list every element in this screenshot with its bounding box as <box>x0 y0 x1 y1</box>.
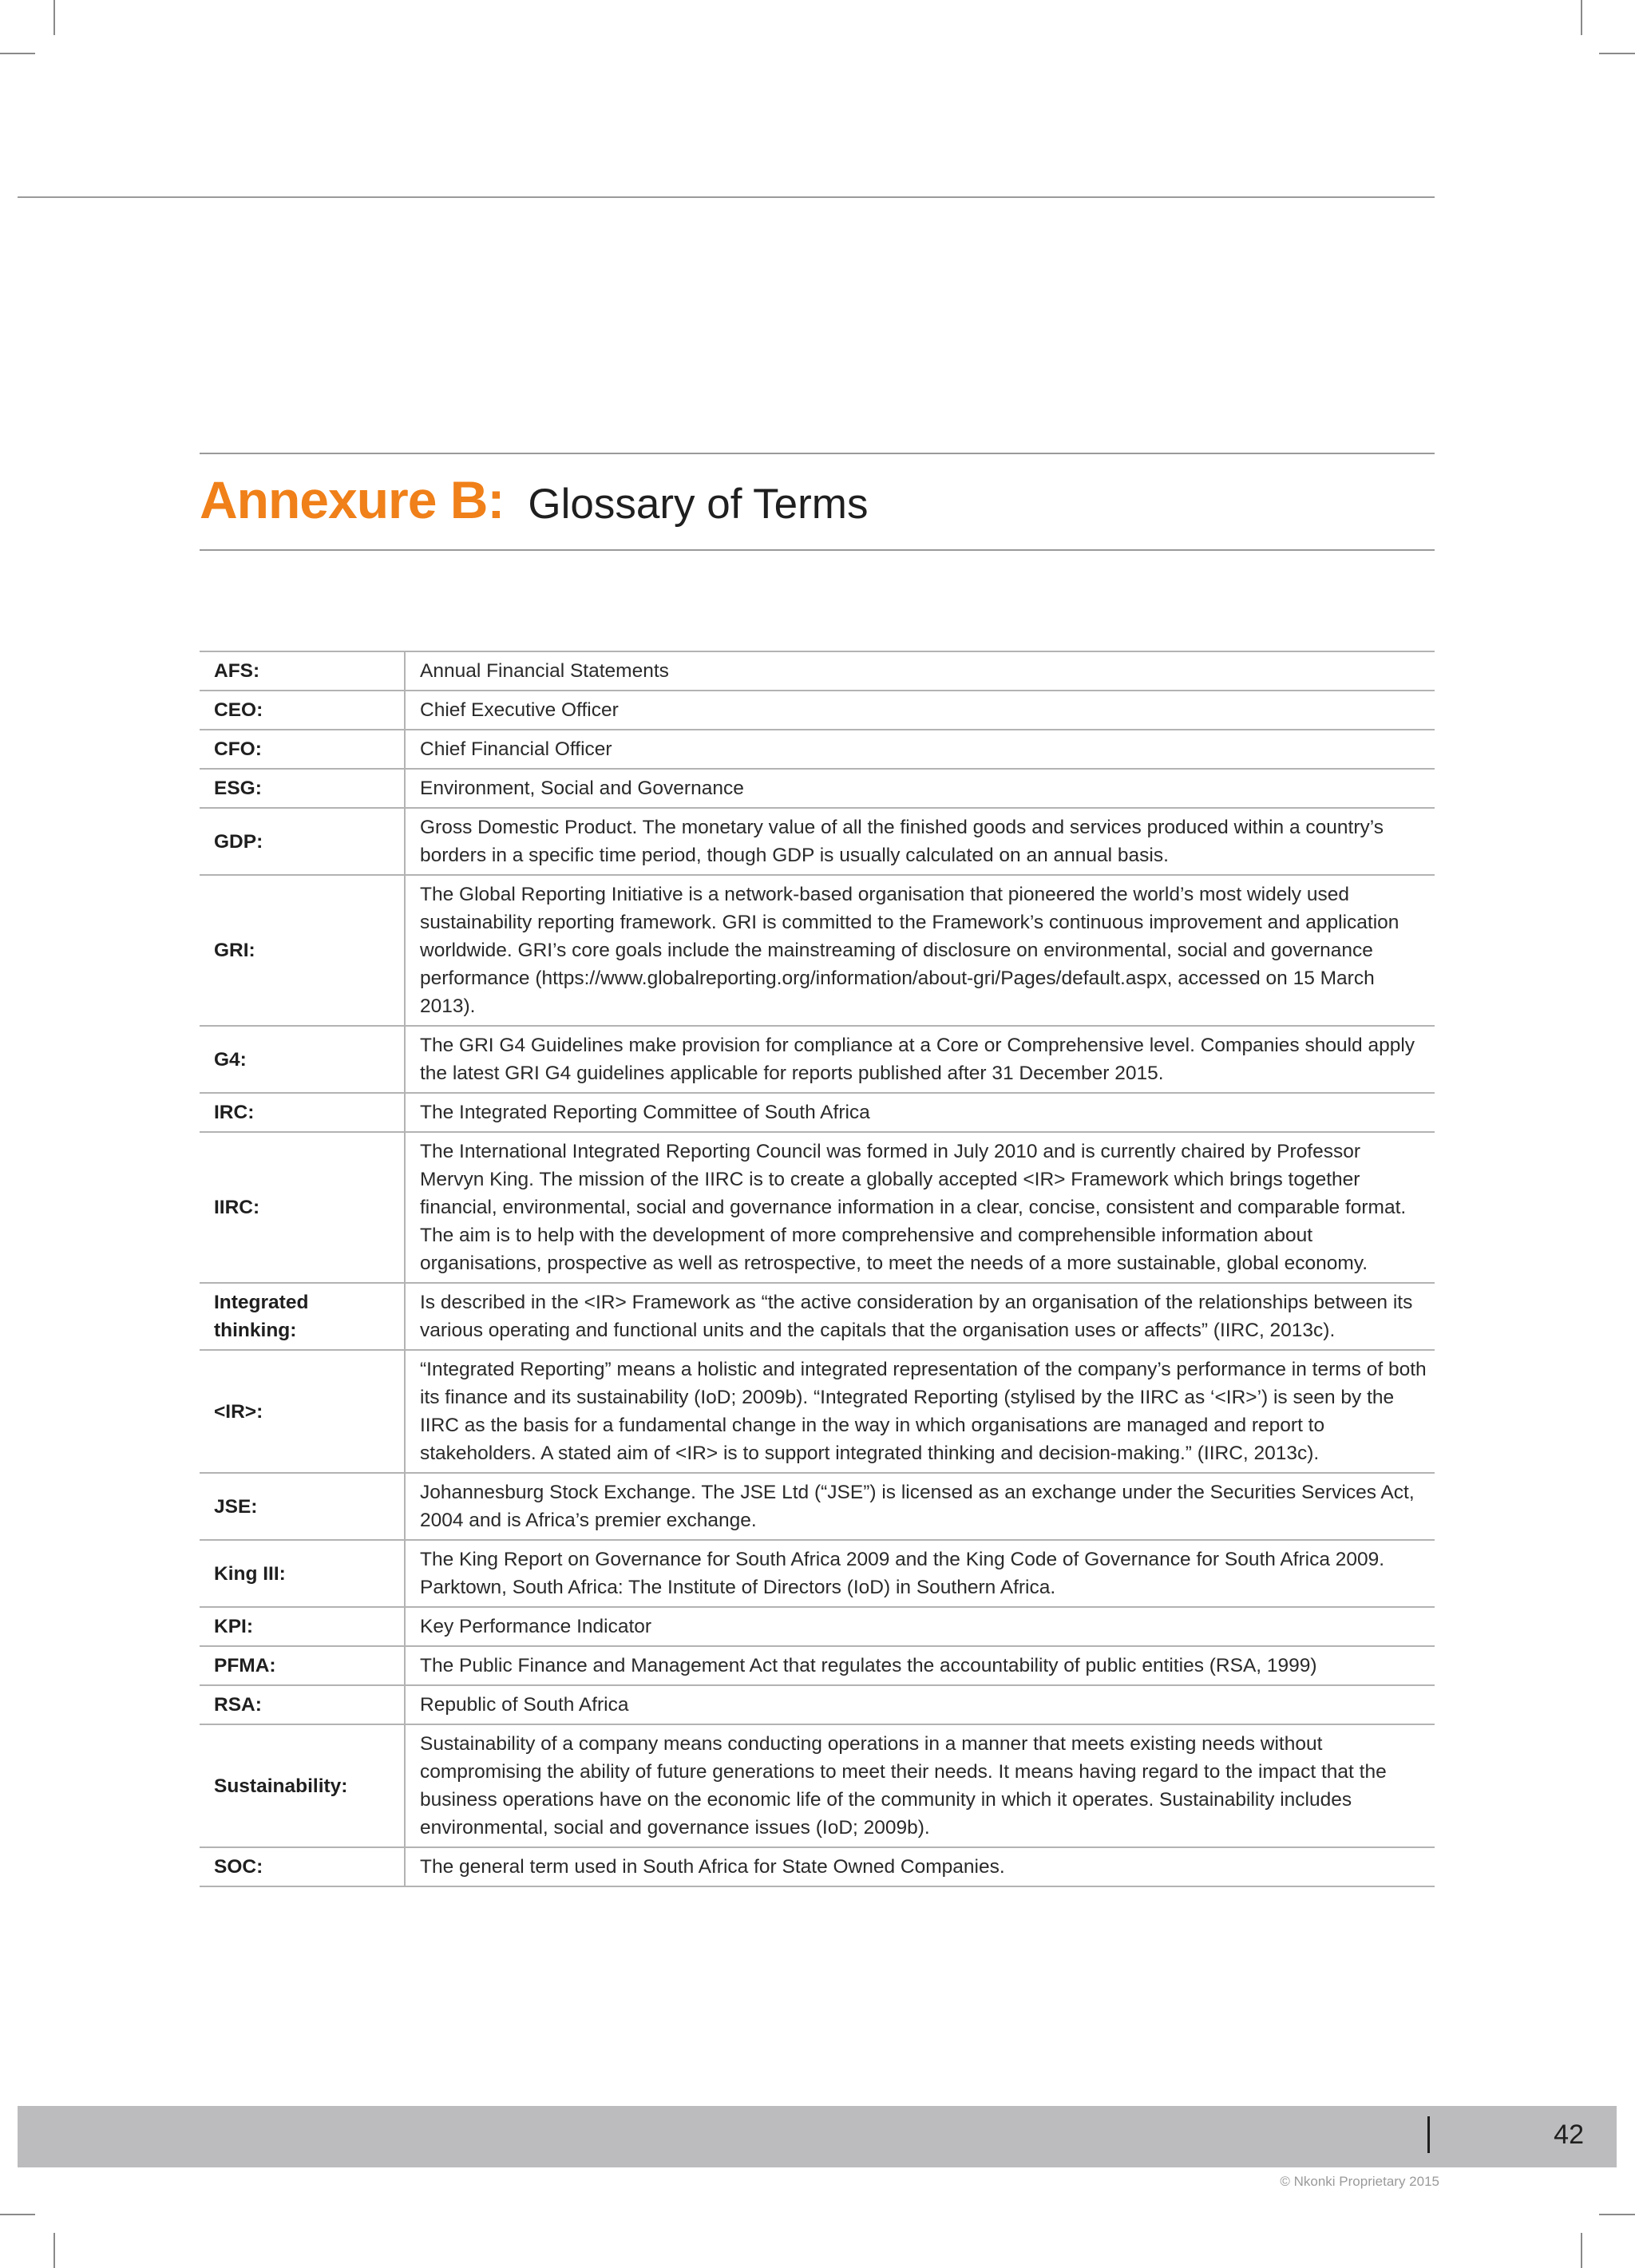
table-row <box>200 1283 1435 1350</box>
glossary-definition: Gross Domestic Product. The monetary value of all the finished goods and services produced within a country’s borders in a specific time period, though GDP is usually calculated on an annual basis. <box>405 808 1435 875</box>
page-title-subject: Glossary of Terms <box>528 481 869 528</box>
crop-mark-bottom-right-vertical <box>1581 2233 1582 2268</box>
title-top-rule <box>200 453 1435 454</box>
page-number: 42 <box>1554 2120 1584 2150</box>
table-row <box>200 1724 1435 1847</box>
table-row <box>200 651 1435 691</box>
glossary-term: IIRC: <box>200 1132 405 1283</box>
glossary-term: CFO: <box>200 730 405 769</box>
table-row <box>200 1026 1435 1093</box>
header-rule <box>18 196 1435 198</box>
glossary-table <box>200 651 1435 1887</box>
page-title <box>200 469 868 530</box>
glossary-term: King III: <box>200 1540 405 1607</box>
glossary-definition: Is described in the <IR> Framework as “the active consideration by an organisation of the relationships between its various operating and functional units and the capitals that the organisation uses or affects” (IIRC, 2013c). <box>405 1283 1435 1350</box>
glossary-definition: The Public Finance and Management Act that regulates the accountability of public entities (RSA, 1999) <box>405 1646 1435 1685</box>
glossary-definition: Annual Financial Statements <box>405 651 1435 691</box>
copyright-notice: © Nkonki Proprietary 2015 <box>1280 2174 1439 2189</box>
title-bottom-rule <box>200 549 1435 551</box>
glossary-term: Sustainability: <box>200 1724 405 1847</box>
glossary-term: <IR>: <box>200 1350 405 1473</box>
glossary-definition: The International Integrated Reporting Council was formed in July 2010 and is currently chaired by Professor Mervyn King. The mission of the IIRC is to create a globally accepted <IR> Framework which brings together financial, environmental, social and governance information in a clear, concise, consistent and comparable format. The aim is to help with the development of more comprehensive and comprehensible information about organisations, prospective as well as retrospective, to meet the needs of a more sustainable, global economy. <box>405 1132 1435 1283</box>
crop-mark-top-left-horizontal <box>0 53 35 54</box>
glossary-definition: Chief Executive Officer <box>405 691 1435 730</box>
glossary-definition: Key Performance Indicator <box>405 1607 1435 1646</box>
glossary-definition: The general term used in South Africa for State Owned Companies. <box>405 1847 1435 1886</box>
crop-mark-top-left-vertical <box>53 0 55 35</box>
table-row <box>200 808 1435 875</box>
glossary-term: KPI: <box>200 1607 405 1646</box>
table-row <box>200 1350 1435 1473</box>
glossary-term: IRC: <box>200 1093 405 1132</box>
table-row <box>200 875 1435 1026</box>
table-row <box>200 691 1435 730</box>
glossary-term: GDP: <box>200 808 405 875</box>
table-row <box>200 1685 1435 1724</box>
glossary-definition: Chief Financial Officer <box>405 730 1435 769</box>
table-row <box>200 1093 1435 1132</box>
crop-mark-top-right-vertical <box>1581 0 1582 35</box>
crop-mark-bottom-right-horizontal <box>1599 2214 1635 2215</box>
table-row <box>200 769 1435 808</box>
glossary-definition: The King Report on Governance for South Africa 2009 and the King Code of Governance for South Africa 2009. Parktown, South Africa: The Institute of Directors (IoD) in Southern Africa. <box>405 1540 1435 1607</box>
table-row <box>200 1607 1435 1646</box>
glossary-definition: Environment, Social and Governance <box>405 769 1435 808</box>
glossary-definition: The Global Reporting Initiative is a network-based organisation that pioneered the world’s most widely used sustainability reporting framework. GRI is committed to the Framework’s continuous improvement and application worldwide. GRI’s core goals include the mainstreaming of disclosure on environmental, social and governance performance (https://www.globalreporting.org/information/about-gri/Pages/default.aspx, accessed on 15 March 2013). <box>405 875 1435 1026</box>
glossary-definition: “Integrated Reporting” means a holistic and integrated representation of the company’s performance in terms of both its finance and its sustainability (IoD; 2009b). “Integrated Reporting (stylised by the IIRC as ‘<IR>’) is seen by the IIRC as the basis for a fundamental change in the way in which organisations are managed and report to stakeholders. A stated aim of <IR> is to support integrated thinking and decision-making.” (IIRC, 2013c). <box>405 1350 1435 1473</box>
glossary-term: G4: <box>200 1026 405 1093</box>
glossary-term: PFMA: <box>200 1646 405 1685</box>
glossary-definition: The GRI G4 Guidelines make provision for compliance at a Core or Comprehensive level. Companies should apply the latest GRI G4 guidelines applicable for reports published after 31 December 2015. <box>405 1026 1435 1093</box>
glossary-definition: Johannesburg Stock Exchange. The JSE Ltd (“JSE”) is licensed as an exchange under the Securities Services Act, 2004 and is Africa’s premier exchange. <box>405 1473 1435 1540</box>
table-row <box>200 1540 1435 1607</box>
glossary-term: ESG: <box>200 769 405 808</box>
glossary-term: JSE: <box>200 1473 405 1540</box>
glossary-definition: Republic of South Africa <box>405 1685 1435 1724</box>
page-title-annexure: Annexure B: <box>200 470 505 529</box>
table-row <box>200 1847 1435 1886</box>
crop-mark-top-right-horizontal <box>1599 53 1635 54</box>
table-row <box>200 1473 1435 1540</box>
crop-mark-bottom-left-vertical <box>53 2233 55 2268</box>
glossary-definition: Sustainability of a company means conducting operations in a manner that meets existing needs without compromising the ability of future generations to meet their needs. It means having regard to the impact that the business operations have on the economic life of the community in which it operates. Sustainability includes environmental, social and governance issues (IoD; 2009b). <box>405 1724 1435 1847</box>
footer-band <box>18 2106 1617 2167</box>
glossary-term: Integrated thinking: <box>200 1283 405 1350</box>
glossary-definition: The Integrated Reporting Committee of South Africa <box>405 1093 1435 1132</box>
glossary-term: RSA: <box>200 1685 405 1724</box>
crop-mark-bottom-left-horizontal <box>0 2214 35 2215</box>
glossary-term: GRI: <box>200 875 405 1026</box>
table-row <box>200 730 1435 769</box>
page-number-divider <box>1427 2116 1430 2153</box>
glossary-term: SOC: <box>200 1847 405 1886</box>
glossary-table-body <box>200 651 1435 1886</box>
glossary-term: AFS: <box>200 651 405 691</box>
table-row <box>200 1132 1435 1283</box>
table-row <box>200 1646 1435 1685</box>
glossary-term: CEO: <box>200 691 405 730</box>
